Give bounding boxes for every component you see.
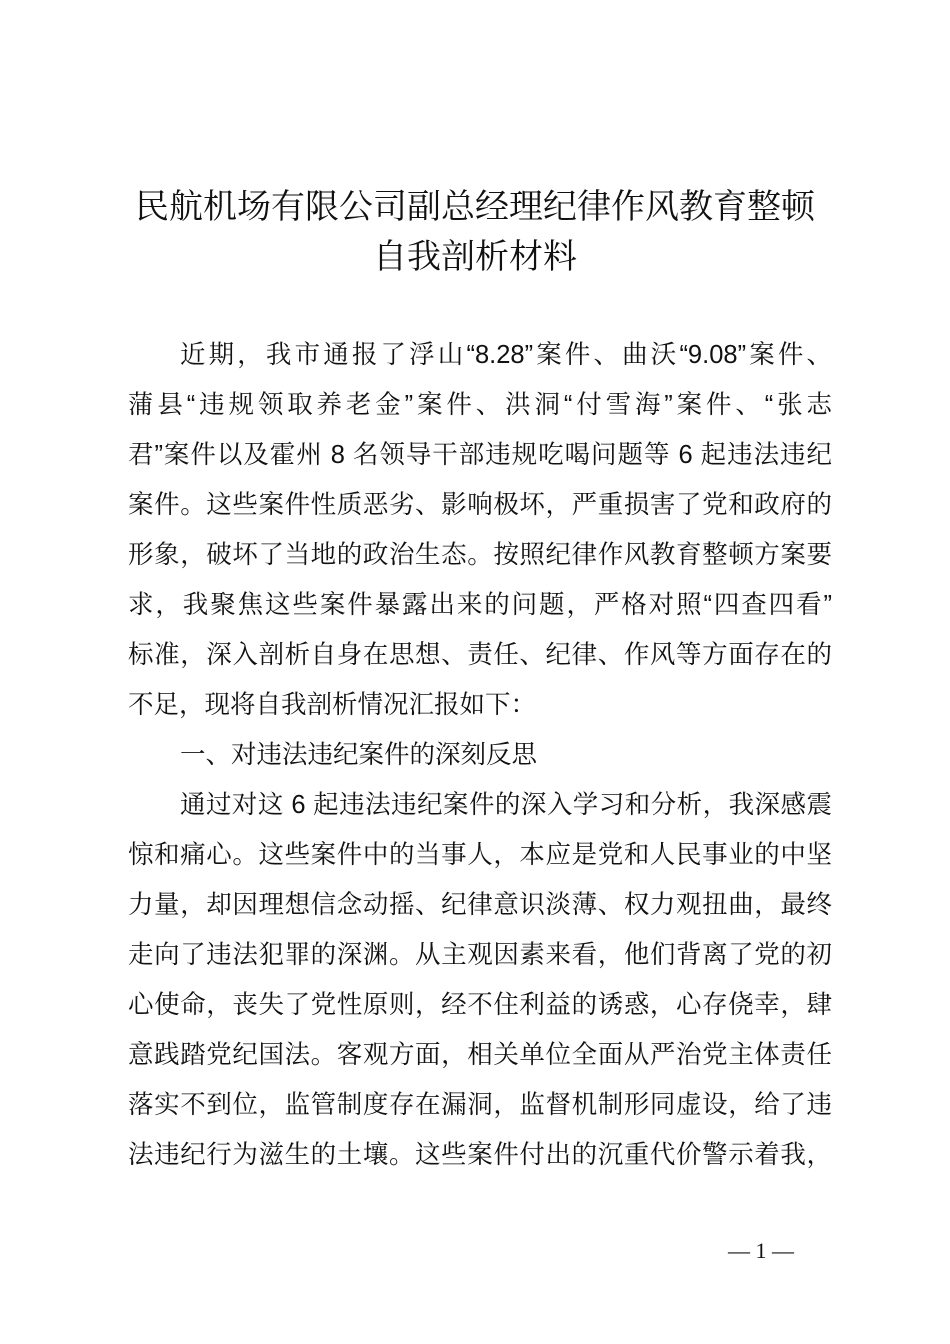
text-line: 君”案件以及霍州 8 名领导干部违规吃喝问题等 6 起违法违纪 [128,441,832,469]
text-line: 不足，现将自我剖析情况汇报如下： [128,691,537,719]
text-line: 通过对这 6 起违法违纪案件的深入学习和分析，我深感震 [180,791,832,819]
text-line: 意践踏党纪国法。客观方面，相关单位全面从严治党主体责任 [128,1041,832,1069]
text-line: 近期，我市通报了浮山“8.28”案件、曲沃“9.08”案件、 [180,341,832,369]
text-line: 求，我聚焦这些案件暴露出来的问题，严格对照“四查四看” [128,591,832,619]
text-line: 心使命，丧失了党性原则，经不住利益的诱惑，心存侥幸，肆 [128,991,832,1019]
text-line: 蒲县“违规领取养老金”案件、洪洞“付雪海”案件、“张志 [128,391,832,419]
text-line: 惊和痛心。这些案件中的当事人，本应是党和人民事业的中坚 [128,841,832,869]
text-line: 法违纪行为滋生的土壤。这些案件付出的沉重代价警示着我， [128,1141,832,1169]
title-line-2: 自我剖析材料 [373,238,577,276]
text-line: 标准，深入剖析自身在思想、责任、纪律、作风等方面存在的 [128,641,832,669]
paragraph-intro [128,330,832,730]
text-line: 案件。这些案件性质恶劣、影响极坏，严重损害了党和政府的 [128,491,832,519]
document-title [0,182,950,282]
text-line: 力量，却因理想信念动摇、纪律意识淡薄、权力观扭曲，最终 [128,891,832,919]
text-line: 走向了违法犯罪的深渊。从主观因素来看，他们背离了党的初 [128,941,832,969]
page-number: — 1 — [728,1238,794,1263]
text-line: 形象，破坏了当地的政治生态。按照纪律作风教育整顿方案要 [128,541,832,569]
document-body [128,330,832,1180]
section-heading-1 [128,730,832,780]
section-heading: 一、对违法违纪案件的深刻反思 [180,741,538,769]
title-line-1: 民航机场有限公司副总经理纪律作风教育整顿 [135,188,815,226]
paragraph-reflection [128,780,832,1180]
text-line: 落实不到位，监管制度存在漏洞，监督机制形同虚设，给了违 [128,1091,832,1119]
